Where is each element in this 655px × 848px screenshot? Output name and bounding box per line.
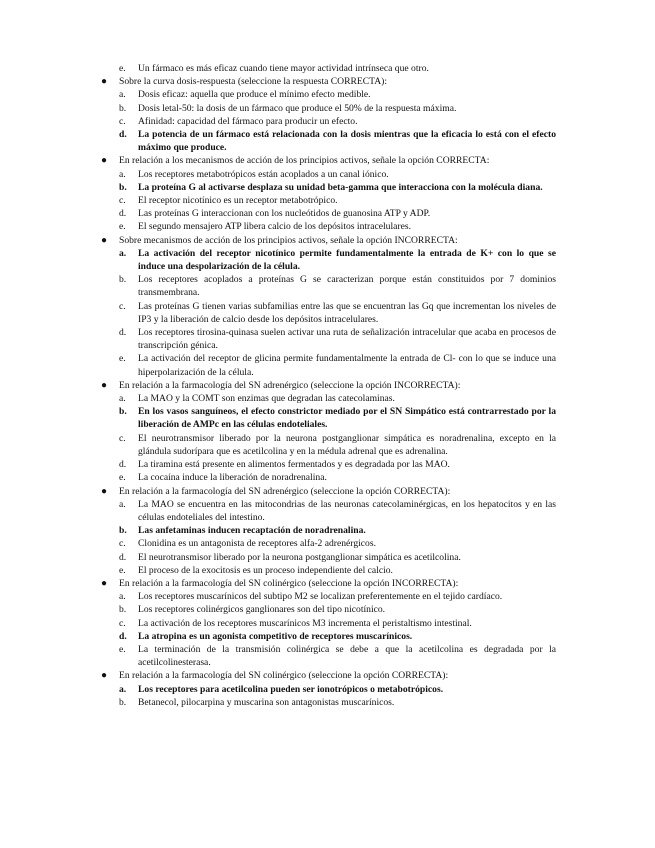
- option-letter: e.: [119, 472, 126, 484]
- question-1: [0, 75, 655, 154]
- option-text: Los receptores para acetilcolina pueden ser ionotrópicos o metabotrópicos.: [138, 683, 444, 695]
- option-text: Las proteínas G interaccionan con los nucleótidos de guanosina ATP y ADP.: [138, 208, 431, 220]
- option-text: La MAO se encuentra en las mitocondrias de las neuronas catecolaminérgicas, en los hepatocitos y en las células endoteliales del intestino.: [138, 498, 556, 523]
- bullet-icon: ●: [101, 670, 108, 682]
- bullet-icon: ●: [101, 155, 108, 167]
- option-text: La activación del receptor nicotínico permite fundamentalmente la entrada de K+ con lo que se induce una despolarización de la célula.: [138, 247, 556, 273]
- question-stem: [0, 75, 655, 88]
- question-stem-text: En relación a la farmacología del SN adrenérgico (seleccione la opción CORRECTA):: [119, 485, 451, 497]
- option-letter: b.: [119, 696, 127, 708]
- option-item: [0, 273, 655, 299]
- option-text: Afinidad: capacidad del fármaco para producir un efecto.: [138, 115, 358, 127]
- option-text: El neurotransmisor liberado por la neurona postganglionar simpática es acetilcolina.: [138, 551, 461, 563]
- option-text: La cocaína induce la liberación de noradrenalina.: [138, 472, 327, 484]
- option-item: [0, 102, 655, 115]
- option-item: [0, 432, 655, 458]
- option-item: [0, 551, 655, 564]
- option-item-correct: [0, 683, 655, 696]
- option-text: Los receptores muscarínicos del subtipo M2 se localizan preferentemente en el tejido cardíaco.: [138, 591, 503, 603]
- option-letter: d.: [119, 327, 127, 339]
- option-letter: c.: [119, 617, 126, 629]
- question-stem-text: En relación a la farmacología del SN colinérgico (seleccione la opción INCORRECTA):: [119, 577, 459, 589]
- option-letter: a.: [119, 168, 126, 180]
- option-item: [0, 696, 655, 709]
- option-text: Los receptores metabotrópicos están acoplados a un canal iónico.: [138, 168, 389, 180]
- option-item: [0, 88, 655, 101]
- document-page: [0, 62, 655, 709]
- option-text: Los receptores tirosina-quinasa suelen activar una ruta de señalización intracelular que acaba en procesos de transcripción génica.: [138, 327, 556, 352]
- question-7: [0, 669, 655, 709]
- question-6: [0, 577, 655, 669]
- question-stem: [0, 379, 655, 392]
- question-stem-text: En relación a los mecanismos de acción de los principios activos, señale la opción CORRECTA:: [119, 155, 490, 167]
- option-letter: b.: [119, 604, 127, 616]
- option-text: La MAO y la COMT son enzimas que degradan las catecolaminas.: [138, 393, 395, 405]
- question-2: [0, 154, 655, 233]
- option-letter: a.: [119, 89, 126, 101]
- option-item-correct: [0, 405, 655, 431]
- option-letter: b.: [119, 102, 127, 114]
- option-item: [0, 643, 655, 669]
- option-letter: c.: [119, 538, 126, 550]
- option-text: El proceso de la exocitosis es un proceso independiente del calcio.: [138, 564, 393, 576]
- option-text: El receptor nicotínico es un receptor metabotrópico.: [138, 195, 338, 207]
- option-text: La activación del receptor de glicina permite fundamentalmente la entrada de Cl- con lo que se induce una hiperpolarización de la célula.: [138, 353, 556, 378]
- question-5: [0, 485, 655, 577]
- option-item: [0, 617, 655, 630]
- option-item: [0, 590, 655, 603]
- option-text: En los vasos sanguíneos, el efecto constrictor mediado por el SN Simpático está contrarrestado por la liberación de AMPc en las células endoteliales.: [138, 406, 556, 431]
- option-letter: c.: [119, 300, 126, 312]
- option-letter: d.: [119, 551, 127, 563]
- option-text: Dosis letal-50: la dosis de un fármaco que produce el 50% de la respuesta máxima.: [138, 102, 457, 114]
- option-letter: a.: [119, 247, 127, 259]
- option-letter: c.: [119, 432, 126, 444]
- question-stem: [0, 154, 655, 167]
- option-text: Betanecol, pilocarpina y muscarina son antagonistas muscarínicos.: [138, 696, 395, 708]
- option-item-correct: [0, 128, 655, 154]
- option-text: El neurotransmisor liberado por la neurona postganglionar simpática es noradrenalina, excepto en la glándula sudorípara que es acetilcolina y en la médula adrenal que es adrenalina.: [138, 432, 556, 457]
- option-text: La terminación de la transmisión colinérgica se debe a que la acetilcolina es degradada por la acetilcolinesterasa.: [138, 643, 556, 669]
- option-letter: b.: [119, 525, 127, 537]
- option-letter: b.: [119, 181, 127, 193]
- option-item: [0, 220, 655, 233]
- option-letter: e.: [119, 353, 126, 365]
- option-item: [0, 207, 655, 220]
- option-letter: e.: [119, 643, 126, 655]
- option-text: Las anfetaminas inducen recaptación de noradrenalina.: [138, 525, 366, 537]
- option-letter: b.: [119, 406, 127, 418]
- option-text: La atropina es un agonista competitivo de receptores muscarínicos.: [138, 630, 413, 642]
- bullet-icon: ●: [101, 234, 108, 246]
- question-stem-text: Sobre la curva dosis-respuesta (seleccione la respuesta CORRECTA):: [119, 76, 388, 88]
- continued-option: [0, 62, 655, 75]
- option-item: [0, 352, 655, 378]
- question-stem: [0, 577, 655, 590]
- option-text: Los receptores acoplados a proteínas G se caracterizan porque están constituidos por 7 dominios transmembrana.: [138, 274, 556, 299]
- option-text: Un fármaco es más eficaz cuando tiene mayor actividad intrínseca que otro.: [138, 63, 429, 74]
- option-item-correct: [0, 181, 655, 194]
- option-text: Clonidina es un antagonista de receptores alfa-2 adrenérgicos.: [138, 538, 376, 550]
- option-letter: d.: [119, 459, 127, 471]
- option-item: [0, 326, 655, 352]
- option-letter: d.: [119, 208, 127, 220]
- option-letter: d.: [119, 129, 127, 141]
- bullet-icon: ●: [101, 485, 108, 497]
- question-stem: [0, 234, 655, 247]
- option-item: [0, 115, 655, 128]
- option-text: La activación de los receptores muscarínicos M3 incrementa el peristaltismo intestinal.: [138, 617, 472, 629]
- question-3: [0, 234, 655, 379]
- option-item: [0, 498, 655, 524]
- option-letter: e.: [119, 63, 126, 74]
- option-letter: e.: [119, 564, 126, 576]
- option-item-correct: [0, 247, 655, 273]
- question-stem: [0, 485, 655, 498]
- option-letter: a.: [119, 683, 127, 695]
- option-letter: a.: [119, 498, 126, 510]
- option-item: [0, 458, 655, 471]
- option-text: Dosis eficaz: aquella que produce el mínimo efecto medible.: [138, 89, 371, 101]
- bullet-icon: ●: [101, 76, 108, 88]
- bullet-icon: ●: [101, 577, 108, 589]
- option-item-correct: [0, 630, 655, 643]
- option-letter: a.: [119, 591, 126, 603]
- option-text: La tiramina está presente en alimentos fermentados y es degradada por las MAO.: [138, 459, 450, 471]
- option-letter: c.: [119, 115, 126, 127]
- option-text: La potencia de un fármaco está relacionada con la dosis mientras que la eficacia lo está con el efecto máximo que produce.: [138, 129, 556, 154]
- option-text: La proteína G al activarse desplaza su unidad beta-gamma que interacciona con la molécula diana.: [138, 181, 543, 193]
- option-letter: a.: [119, 393, 126, 405]
- option-letter: e.: [119, 221, 126, 233]
- question-stem-text: Sobre mecanismos de acción de los principios activos, señale la opción INCORRECTA:: [119, 234, 458, 246]
- question-4: [0, 379, 655, 485]
- option-text: El segundo mensajero ATP libera calcio de los depósitos intracelulares.: [138, 221, 411, 233]
- option-item: [0, 537, 655, 550]
- question-stem: [0, 669, 655, 682]
- option-letter: d.: [119, 630, 127, 642]
- option-item: [0, 471, 655, 484]
- option-item: [0, 300, 655, 326]
- option-item: [0, 194, 655, 207]
- question-stem-text: En relación a la farmacología del SN adrenérgico (seleccione la opción INCORRECTA):: [119, 379, 461, 391]
- option-item: [0, 168, 655, 181]
- option-item-correct: [0, 524, 655, 537]
- option-letter: c.: [119, 195, 126, 207]
- option-letter: b.: [119, 274, 127, 286]
- option-text: Las proteínas G tienen varias subfamilias entre las que se encuentran las Gq que incrementan los niveles de IP3 y la liberación de calcio desde los depósitos intracelulares.: [138, 300, 556, 325]
- option-item: [0, 603, 655, 616]
- question-stem-text: En relación a la farmacología del SN colinérgico (seleccione la opción CORRECTA):: [119, 670, 449, 682]
- option-item: [0, 564, 655, 577]
- bullet-icon: ●: [101, 379, 108, 391]
- option-item: [0, 392, 655, 405]
- option-text: Los receptores colinérgicos ganglionares son del tipo nicotínico.: [138, 604, 386, 616]
